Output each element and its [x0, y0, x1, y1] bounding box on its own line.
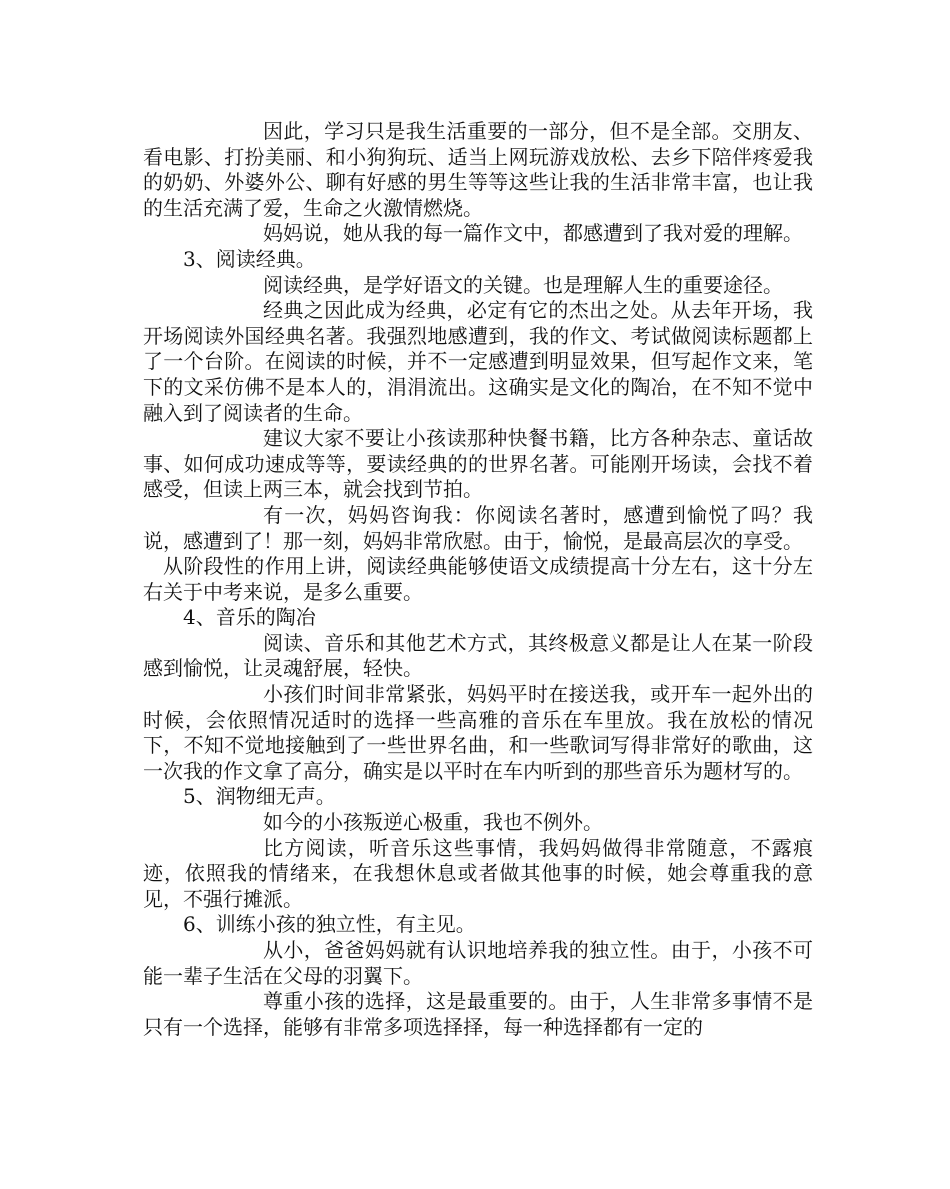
section-heading: 5、润物细无声。: [183, 784, 336, 809]
paragraph: 阅读经典，是学好语文的关键。也是理解人生的重要途径。: [263, 272, 783, 297]
section-heading: 3、阅读经典。: [183, 246, 316, 271]
section-heading: 6、训练小孩的独立性，有主见。: [183, 912, 476, 937]
paragraph: 从小，爸爸妈妈就有认识地培养我的独立性。由于，小孩不可能一辈子生活在父母的羽翼下。: [143, 938, 813, 988]
paragraph: 因此，学习只是我生活重要的一部分，但不是全部。交朋友、看电影、打扮美丽、和小狗狗玩、适当上网玩游戏放松、去乡下陪伴疼爱我的奶奶、外婆外公、聊有好感的男生等等这些让我的生活非常丰富，也让我的生活充满了爱，生命之火激情燃烧。: [143, 119, 813, 220]
document-body: [143, 119, 813, 1040]
paragraph: 阅读、音乐和其他艺术方式，其终极意义都是让人在某一阶段感到愉悦，让灵魂舒展，轻快。: [143, 630, 813, 681]
paragraph: 从阶段性的作用上讲，阅读经典能够使语文成绩提高十分左右，这十分左右关于中考来说，是多么重要。: [143, 554, 813, 604]
paragraph: 有一次，妈妈咨询我：你阅读名著时，感遭到愉悦了吗？我说，感遭到了！那一刻，妈妈非常欣慰。由于，愉悦，是最高层次的享受。: [143, 502, 813, 553]
section-heading: 4、音乐的陶冶: [183, 605, 316, 630]
paragraph: 小孩们时间非常紧张，妈妈平时在接送我，或开车一起外出的时候，会依照情况适时的选择一些高雅的音乐在车里放。我在放松的情况下，不知不觉地接触到了一些世界名曲，和一些歌词写得非常好的歌曲，这一次我的作文拿了高分，确实是以平时在车内听到的那些音乐为题材写的。: [143, 682, 813, 783]
paragraph: 建议大家不要让小孩读那种快餐书籍，比方各种杂志、童话故事、如何成功速成等等，要读经典的的世界名著。可能刚开场读，会找不着感受，但读上两三本，就会找到节拍。: [143, 426, 813, 502]
paragraph: 比方阅读，听音乐这些事情，我妈妈做得非常随意，不露痕迹，依照我的情绪来，在我想休息或者做其他事的时候，她会尊重我的意见，不强行摊派。: [143, 835, 813, 911]
paragraph: 经典之因此成为经典，必定有它的杰出之处。从去年开场，我开场阅读外国经典名著。我强烈地感遭到，我的作文、考试做阅读标题都上了一个台阶。在阅读的时候，并不一定感遭到明显效果，但写起作文来，笔下的文采仿佛不是本人的，涓涓流出。这确实是文化的陶冶，在不知不觉中融入到了阅读者的生命。: [143, 298, 813, 425]
paragraph: 尊重小孩的选择，这是最重要的。由于，人生非常多事情不是只有一个选择，能够有非常多项选择择，每一种选择都有一定的: [143, 989, 813, 1039]
paragraph: 如今的小孩叛逆心极重，我也不例外。: [263, 810, 603, 835]
paragraph: 妈妈说，她从我的每一篇作文中，都感遭到了我对爱的理解。: [263, 221, 803, 246]
